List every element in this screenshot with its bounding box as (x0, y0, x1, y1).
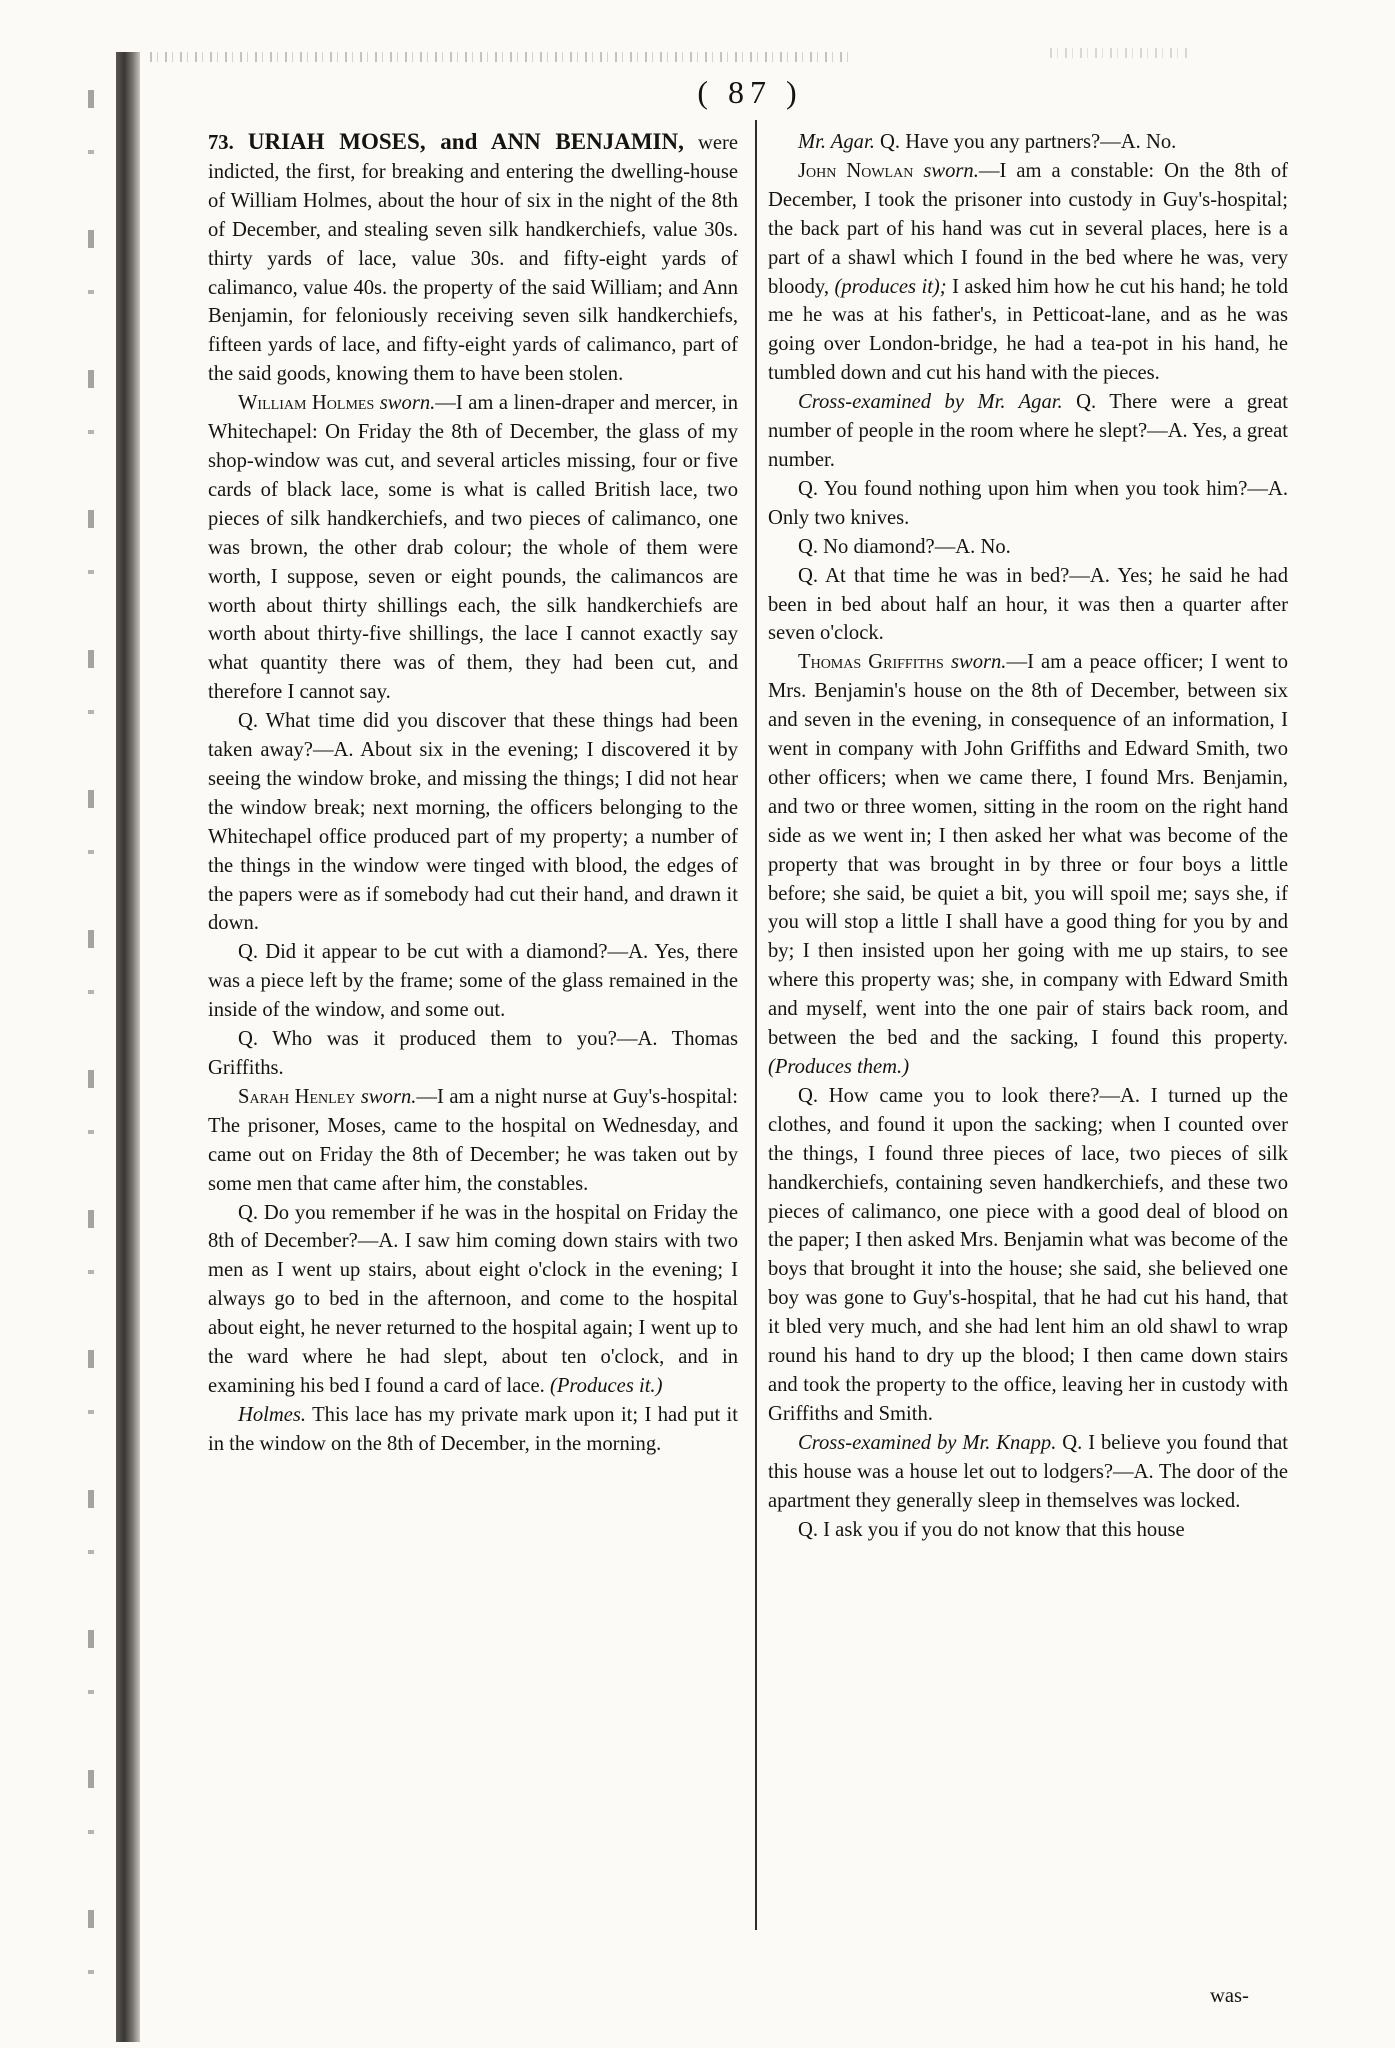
paragraph (768, 388, 1288, 475)
paragraph: Q. How came you to look there?—A. I turned up the clothes, and found it upon the sacking; when I counted over the things, I found three pieces of lace, two pieces of silk handkerchiefs, containing seven handkerchiefs, and these two pieces of calimanco, one piece with a good deal of blood on the paper; I then asked Mrs. Benjamin what was become of the boys that brought it into the house; she said, she believed one boy was gone to Guy's-hospital, that he had cut his hand, that it bled very much, and she had lent him an old shawl to wrap round his hand to dry up the blood; I then came down stairs and took the property to the office, leaving her in custody with Griffiths and Smith. (768, 1084, 1288, 1425)
page-number: ( 87 ) (697, 74, 803, 110)
speaker-lead: Mr. Agar. (798, 131, 875, 153)
column-rule (755, 120, 757, 1930)
paragraph: Q. Who was it produced them to you?—A. Thomas Griffiths. (208, 1028, 738, 1079)
speaker-name: William Holmes (238, 392, 375, 415)
paragraph-text: Q. There were a great number of people in the room where he slept?—A. Yes, a great number. (768, 391, 1288, 471)
paragraph-text: Q. I believe you found that this house was a house let out to lodgers?—A. The door of the apartment they generally sleep in themselves was locked. (768, 1431, 1288, 1512)
speaker-lead: Holmes. (238, 1403, 307, 1426)
sworn-label: sworn. (950, 651, 1007, 674)
speaker-name: Thomas Griffiths (798, 651, 944, 674)
paragraph-text: Q. Do you remember if he was in the hospital on Friday the 8th of December?—A. I saw him coming down stairs with two men as I went up stairs, about eight o'clock in the evening; I always go to bed in the afternoon, and come to the hospital about eight, he never returned to the hospital again; I went up to the ward where he had slept, about ten o'clock, and in examining his bed I found a card of lace. (208, 1201, 738, 1397)
paragraph (768, 157, 1288, 388)
stage-note: (produces it); (834, 275, 947, 298)
paragraph (768, 128, 1288, 157)
right-column (768, 128, 1288, 1544)
speaker-name: Sarah Henley (238, 1085, 356, 1108)
paragraph-text: I asked him how he cut his hand; he told me he was at his father's, in Petticoat-lane, and as he was going over London-bridge, he had a tea-pot in his hand, he tumbled down and cut his hand with the pieces. (768, 275, 1289, 385)
scan-noise-top-right (1050, 48, 1190, 58)
paragraph: Q. At that time he was in bed?—A. Yes; he said he had been in bed about half an hour, it was then a quarter after seven o'clock. (768, 564, 1288, 645)
paragraph (208, 1083, 738, 1199)
paragraph: Q. You found nothing upon him when you took him?—A. Only two knives. (768, 477, 1288, 529)
paragraph-text: —I am a night nurse at Guy's-hospital: The prisoner, Moses, came to the hospital on Wednesday, and came out on Friday the 8th of December; he was taken out by some men that came after him, the constables. (208, 1085, 738, 1195)
paragraph: Q. I ask you if you do not know that this house (798, 1518, 1185, 1541)
binding-edge-marks (88, 90, 94, 2040)
paragraph (208, 389, 738, 707)
left-column (208, 128, 738, 1459)
binding-shadow (116, 52, 140, 2042)
case-defendants: URIAH MOSES, and ANN BENJAMIN, (247, 129, 684, 154)
paragraph-text: Q. Have you any partners?—A. No. (874, 131, 1177, 153)
stage-note: (Produces it.) (549, 1374, 663, 1397)
paragraph (208, 1199, 738, 1401)
paragraph (768, 1429, 1288, 1516)
paragraph-text: —I am a peace officer; I went to Mrs. Benjamin's house on the 8th of December, between six and seven in the evening, in consequence of an information, I went in company with John Griffiths and Edward Smith, two other officers; when we came there, I found Mrs. Benjamin, and two or three women, sitting in the room on the right hand side as we went in; I then asked her what was become of the property that was brought in by three or four boys a little before; she said, be quiet a bit, you will spoil me; says she, if you will stop a little I shall have a good thing for you by and by; I then insisted upon her going with me up stairs, to see where this property was; she, in company with Edward Smith and myself, went into the one pair of stairs back room, and between the bed and the sacking, I found this property. (768, 651, 1289, 1050)
stage-note: (Produces them.) (768, 1056, 910, 1078)
speaker-lead: Cross-examined by Mr. Knapp. (798, 1431, 1057, 1454)
paragraph-text: —I am a linen-draper and mercer, in Whitechapel: On Friday the 8th of December, the glass of my shop-window was cut, and several articles missing, four or five cards of black lace, some is what is called British lace, two pieces of silk handkerchiefs, and two pieces of calimanco, one was brown, the other drab colour; the whole of them were worth, I suppose, seven or eight pounds, the calimancos are worth about thirty shillings each, the silk handkerchiefs are worth about thirty-five shillings, the lace I cannot exactly say what quantity there was of them, they had been cut, and therefore I cannot say. (208, 392, 738, 704)
paragraph: Q. Did it appear to be cut with a diamond?—A. Yes, there was a piece left by the frame; some of the glass remained in the inside of the window, and some out. (208, 941, 738, 1022)
paragraph-text: This lace has my private mark upon it; I had put it in the window on the 8th of December, in the morning. (208, 1403, 738, 1455)
speaker-name: John Nowlan (798, 159, 914, 182)
paragraph: Q. What time did you discover that these things had been taken away?—A. About six in the evening; I discovered it by seeing the window broke, and missing the things; I did not hear the window break; next morning, the officers belonging to the Whitechapel office produced part of my property; a number of the things in the window were tinged with blood, the edges of the papers were as if somebody had cut their hand, and drawn it down. (208, 710, 738, 935)
scan-noise-top (150, 52, 850, 62)
paragraph (208, 1401, 738, 1459)
paragraph (768, 648, 1288, 1082)
sworn-label: sworn. (360, 1085, 417, 1108)
paragraph-text: were indicted, the first, for breaking and entering the dwelling-house of William Holmes, about the hour of six in the night of the 8th of December, and stealing seven silk handkerchiefs, value 30s. thirty yards of lace, value 30s. and fifty-eight yards of calimanco, value 40s. the property of the said William; and Ann Benjamin, for feloniously receiving seven silk handkerchiefs, fifteen yards of lace, and fifty-eight yards of calimanco, part of the said goods, knowing them to have been stolen. (208, 132, 738, 386)
paragraph-text: —I am a constable: On the 8th of December, I took the prisoner into custody in Guy's-hospital; the back part of his hand was cut in several places, here is a part of a shawl which I found in the bed where he was, very bloody, (768, 159, 1288, 298)
catchword: was- (1210, 1985, 1249, 2007)
sworn-label: sworn. (923, 159, 979, 182)
paragraph: Q. No diamond?—A. No. (798, 535, 1011, 558)
sworn-label: sworn. (379, 392, 436, 415)
speaker-lead: Cross-examined by Mr. Agar. (798, 391, 1063, 414)
paragraph (208, 128, 738, 389)
case-number: 73. (208, 132, 234, 154)
